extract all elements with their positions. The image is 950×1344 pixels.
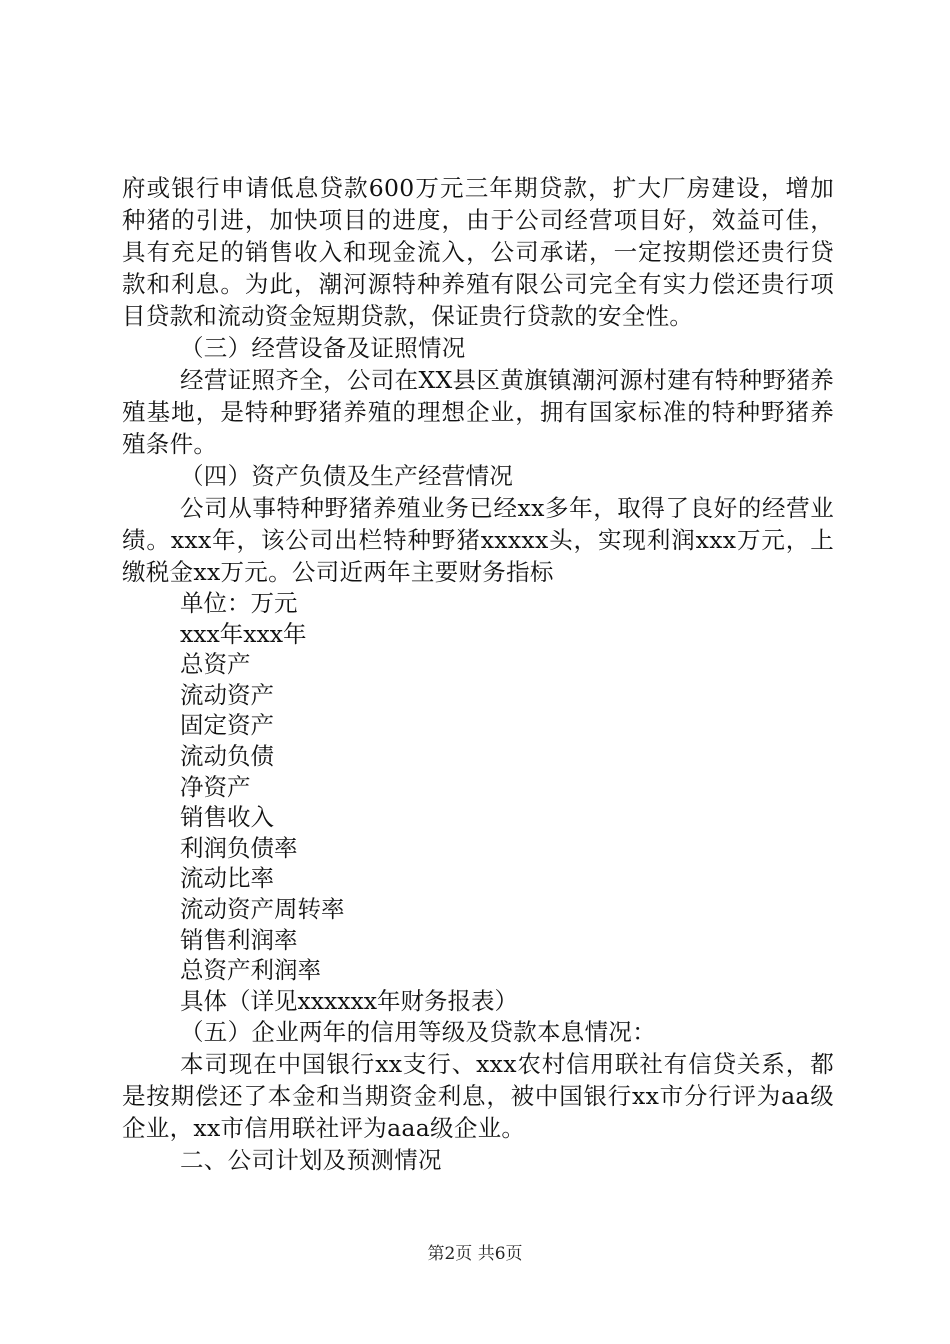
indicator-item: 流动资产周转率 bbox=[180, 894, 345, 923]
paragraph-operations: 公司从事特种野猪养殖业务已经xx多年，取得了良好的经营业绩。xxx年，该公司出栏特种野猪xxxxx头，实现利润xxx万元，上缴税金xx万元。公司近两年主要财务指标 bbox=[122, 494, 834, 586]
year-line: xxx年xxx年 bbox=[180, 619, 307, 648]
indicator-item: 流动负债 bbox=[180, 741, 274, 770]
paragraph-loan-repayment: 府或银行申请低息贷款600万元三年期贷款，扩大厂房建设，增加种猪的引进，加快项目的进度，由于公司经营项目好，效益可佳，具有充足的销售收入和现金流入，公司承诺，一定按期偿还贵行贷款和利息。为此，潮河源特种养殖有限公司完全有实力偿还贵行项目贷款和流动资金短期贷款，保证贵行贷款的安全性。 bbox=[122, 174, 834, 330]
unit-line: 单位：万元 bbox=[180, 589, 298, 617]
chapter-heading-plan-forecast: 二、公司计划及预测情况 bbox=[180, 1146, 442, 1175]
indicator-item: 销售利润率 bbox=[180, 925, 298, 954]
indicator-item: 利润负债率 bbox=[180, 833, 298, 862]
document-body bbox=[122, 172, 834, 1176]
indicator-item: 流动比率 bbox=[180, 864, 274, 893]
indicator-item: 总资产 bbox=[180, 650, 251, 679]
section-heading-credit-rating: （五）企业两年的信用等级及贷款本息情况： bbox=[180, 1018, 656, 1047]
paragraph-licenses: 经营证照齐全，公司在XX县区黄旗镇潮河源村建有特种野猪养殖基地，是特种野猪养殖的理想企业，拥有国家标准的特种野猪养殖条件。 bbox=[122, 366, 834, 458]
paragraph-credit: 本司现在中国银行xx支行、xxx农村信用联社有信贷关系，都是按期偿还了本金和当期资金利息，被中国银行xx市分行评为aa级企业，xx市信用联社评为aaa级企业。 bbox=[122, 1050, 834, 1143]
indicator-item: 总资产利润率 bbox=[180, 956, 321, 985]
indicator-item: 固定资产 bbox=[180, 711, 274, 740]
indicator-item: 净资产 bbox=[180, 772, 251, 801]
page-footer: 第2页 共6页 bbox=[427, 1244, 523, 1264]
section-heading-assets-liabilities: （四）资产负债及生产经营情况 bbox=[180, 462, 514, 490]
section-heading-equipment-licenses: （三）经营设备及证照情况 bbox=[180, 334, 466, 362]
indicator-item: 销售收入 bbox=[180, 803, 274, 832]
indicator-item: 流动资产 bbox=[180, 680, 274, 709]
detail-line: 具体（详见xxxxxx年财务报表） bbox=[180, 986, 519, 1015]
